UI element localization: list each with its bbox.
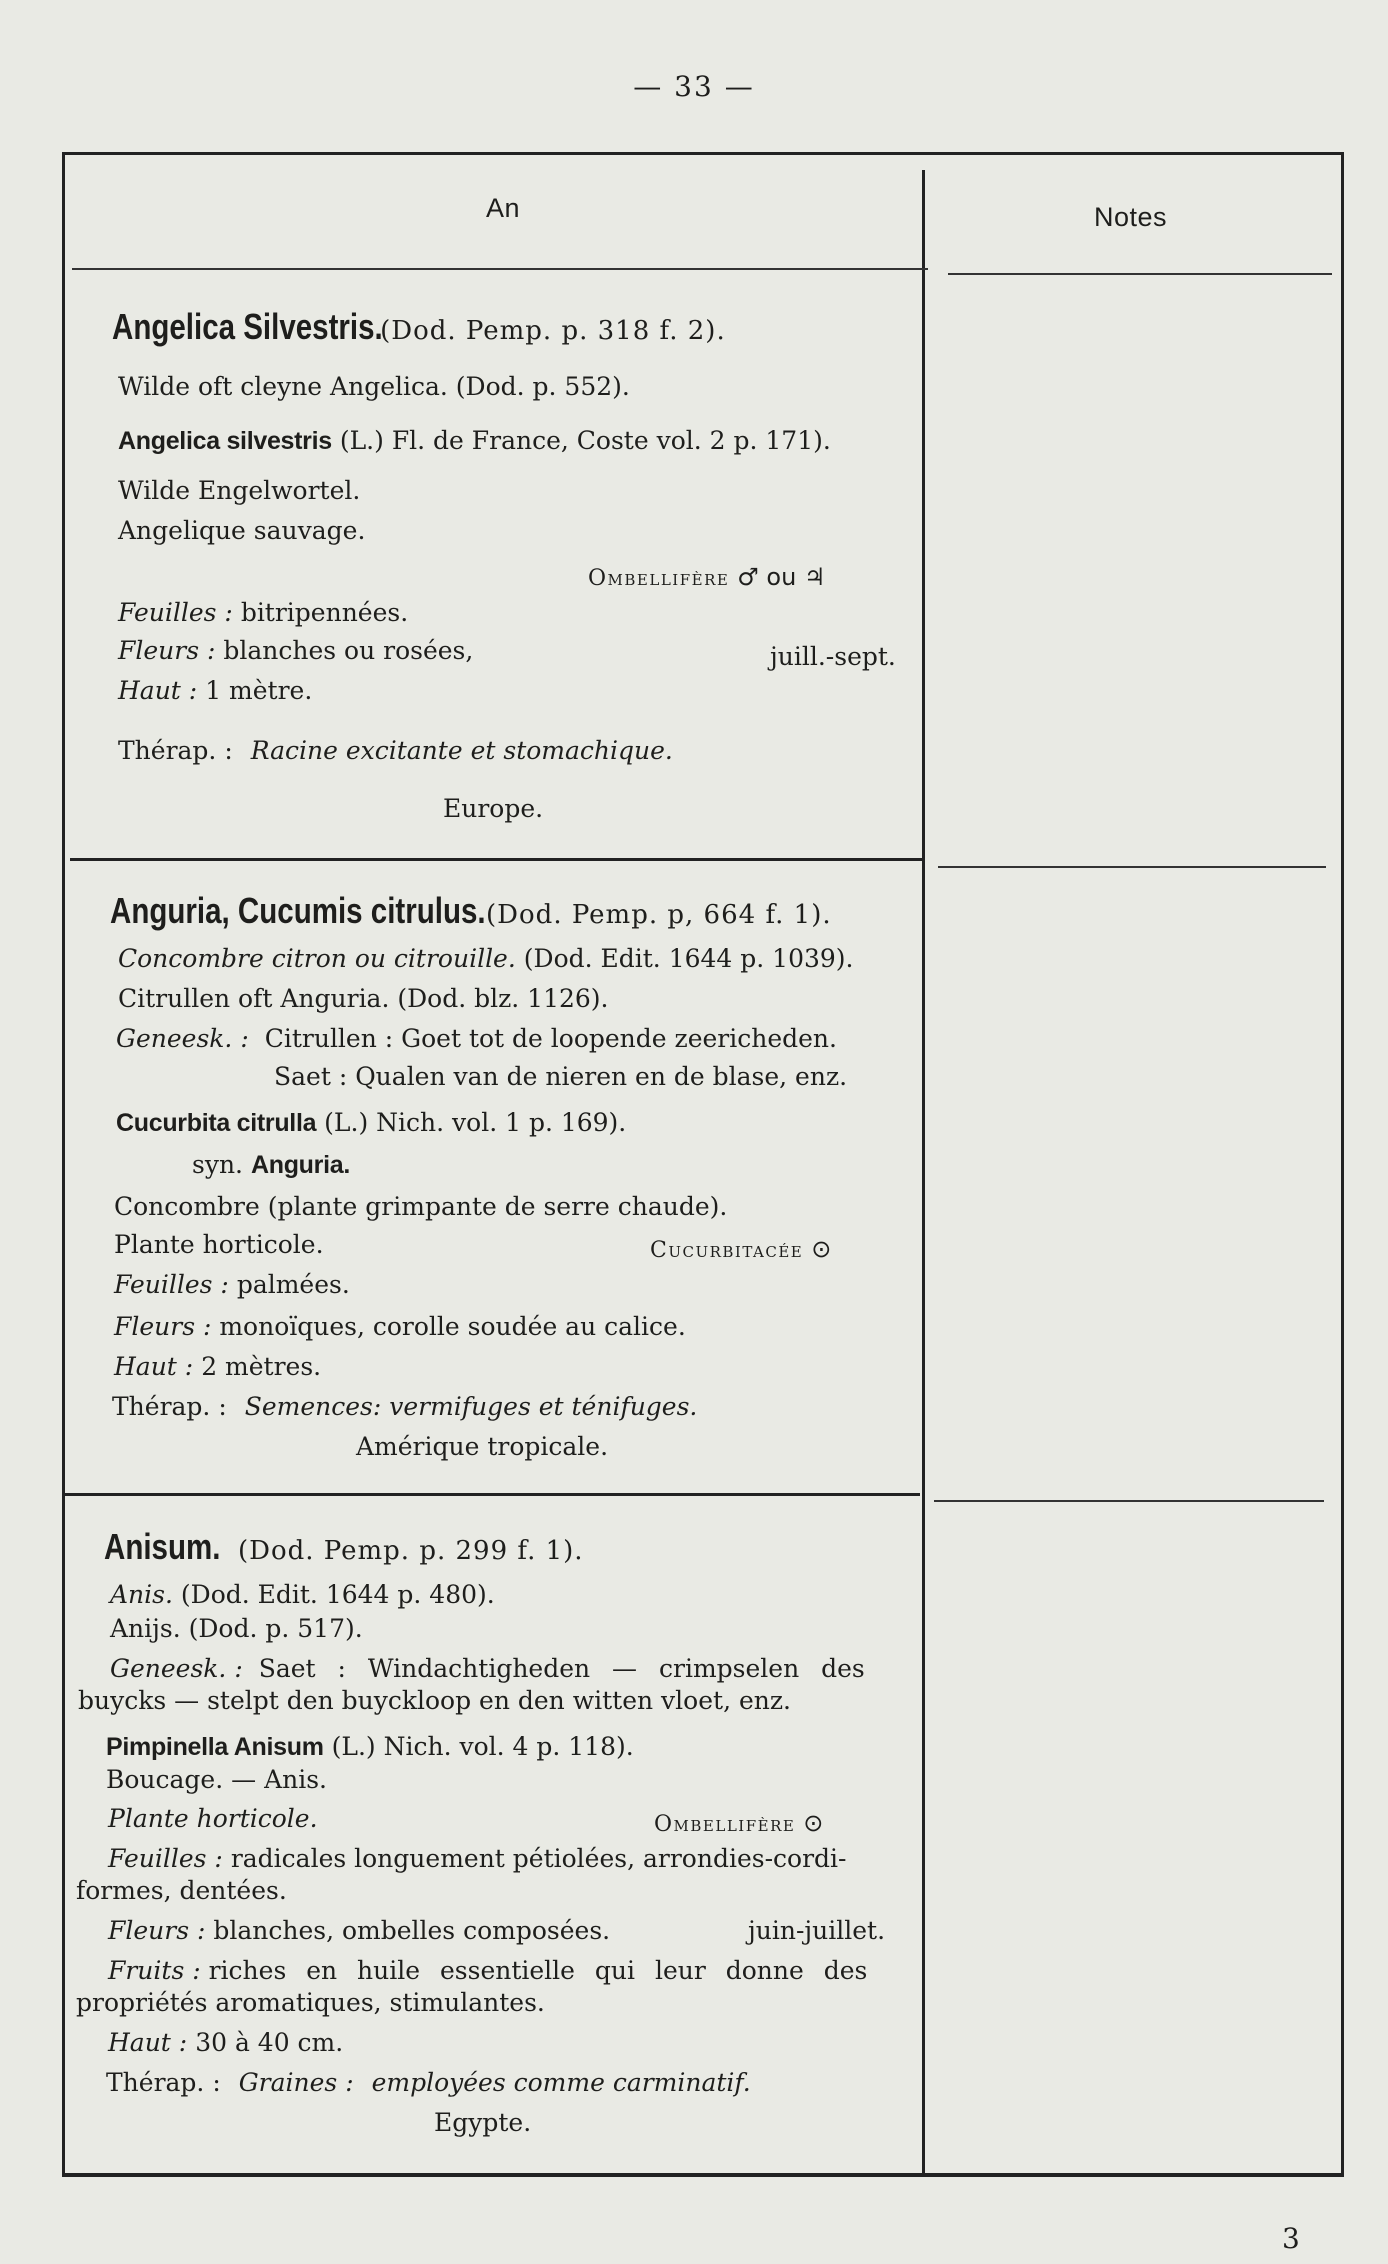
- column-header-right: Notes: [1094, 202, 1168, 232]
- column-header-left: An: [486, 193, 521, 223]
- field-label: Thérap. :: [112, 1392, 227, 1421]
- entry-title: Anisum.: [104, 1526, 221, 1567]
- field-value: blanches, ombelles composées.: [213, 1916, 611, 1945]
- field-value: propriétés aromatiques, stimulantes.: [76, 1988, 545, 2017]
- field-value: formes, dentées.: [76, 1876, 287, 1905]
- field-value: 30 à 40 cm.: [195, 2028, 344, 2057]
- field-value: Semences: vermifuges et ténifuges.: [244, 1392, 698, 1421]
- field-label: Fleurs :: [114, 1312, 212, 1341]
- entry-rule: [70, 858, 922, 861]
- field-value: Graines :: [238, 2068, 354, 2097]
- entry-line: Concombre (plante grimpante de serre chaude).: [114, 1192, 728, 1221]
- entry-reference: (Dod. Pemp. p. 318 f. 2).: [380, 316, 726, 346]
- entry-line: (Dod. Edit. 1644 p. 480).: [180, 1580, 495, 1609]
- entry-title: Anguria, Cucumis citrulus.: [110, 890, 486, 931]
- field-value: Saet : Qualen van de nieren en de blase, enz.: [274, 1062, 848, 1091]
- season: juin-juillet.: [748, 1916, 886, 1945]
- origin: Egypte.: [434, 2108, 532, 2137]
- latin-name: Pimpinella Anisum: [106, 1733, 324, 1761]
- field-label: Fleurs :: [108, 1916, 206, 1945]
- notes-rule: [934, 1500, 1324, 1502]
- field-label: Fruits :: [108, 1956, 201, 1985]
- entry-reference: (Dod. Pemp. p, 664 f. 1).: [486, 900, 832, 930]
- entry-line: Citrullen oft Anguria. (Dod. blz. 1126).: [118, 984, 609, 1013]
- field-value: bitripennées.: [240, 598, 409, 627]
- plant-type: Plante horticole.: [108, 1804, 318, 1833]
- origin: Europe.: [443, 794, 544, 823]
- field-value: employées comme carminatif.: [371, 2068, 751, 2097]
- notes-rule: [938, 866, 1326, 868]
- field-label: Thérap. :: [118, 736, 233, 765]
- field-value: palmées.: [236, 1270, 350, 1299]
- field-label: Feuilles :: [108, 1844, 223, 1873]
- latin-name: Angelica silvestris: [118, 427, 332, 455]
- syn-value: Anguria.: [250, 1151, 350, 1179]
- entry-line: Wilde Engelwortel.: [118, 476, 361, 505]
- plant-type: Plante horticole.: [114, 1230, 324, 1259]
- header-rule-right: [948, 273, 1332, 275]
- season: juill.-sept.: [770, 642, 896, 671]
- entry-line: (Dod. Edit. 1644 p. 1039).: [523, 944, 854, 973]
- entry-line: Wilde oft cleyne Angelica. (Dod. p. 552).: [118, 372, 630, 401]
- field-value: riches en huile essentielle qui leur donne des: [208, 1956, 868, 1985]
- family-symbol: ⊙: [803, 1809, 824, 1837]
- entry-line-italic: Anis.: [110, 1580, 173, 1609]
- field-label: Thérap. :: [106, 2068, 221, 2097]
- family-name: Ombellifère: [588, 566, 730, 591]
- field-value: buycks — stelpt den buyckloop en den witten vloet, enz.: [78, 1686, 791, 1715]
- field-value: Saet : Windachtigheden — crimpselen des: [258, 1654, 865, 1683]
- family-symbol: ⊙: [811, 1235, 832, 1263]
- page-number-bottom: 3: [1282, 2222, 1300, 2255]
- origin: Amérique tropicale.: [356, 1432, 609, 1461]
- field-value: monoïques, corolle soudée au calice.: [219, 1312, 686, 1341]
- family-name: Cucurbitacée: [650, 1238, 804, 1263]
- latin-reference: (L.) Nich. vol. 4 p. 118).: [331, 1732, 634, 1761]
- field-label: Feuilles :: [114, 1270, 229, 1299]
- field-value: Citrullen : Goet tot de loopende zeericheden.: [264, 1024, 837, 1053]
- family-name: Ombellifère: [654, 1812, 796, 1837]
- latin-reference: (L.) Nich. vol. 1 p. 169).: [324, 1108, 627, 1137]
- field-value: 1 mètre.: [205, 676, 313, 705]
- syn-label: syn.: [192, 1150, 244, 1179]
- field-label: Haut :: [108, 2028, 188, 2057]
- field-label: Haut :: [118, 676, 198, 705]
- entry-reference: (Dod. Pemp. p. 299 f. 1).: [237, 1536, 584, 1566]
- field-value: blanches ou rosées,: [223, 636, 474, 665]
- entry-rule: [62, 1493, 920, 1496]
- field-label: Geneesk. :: [110, 1654, 243, 1683]
- header-rule-left: [72, 268, 928, 270]
- field-value: radicales longuement pétiolées, arrondies-cordi-: [230, 1844, 847, 1873]
- field-label: Feuilles :: [118, 598, 233, 627]
- entry-line: Boucage. — Anis.: [106, 1765, 327, 1794]
- entry-title: Angelica Silvestris.: [112, 306, 383, 347]
- latin-reference: (L.) Fl. de France, Coste vol. 2 p. 171).: [339, 426, 831, 455]
- entry-line: Anijs. (Dod. p. 517).: [110, 1614, 363, 1643]
- field-label: Fleurs :: [118, 636, 216, 665]
- latin-name: Cucurbita citrulla: [116, 1109, 317, 1137]
- column-divider: [922, 170, 925, 2177]
- entry-line-italic: Concombre citron ou citrouille.: [118, 944, 516, 973]
- entry-line: Angelique sauvage.: [118, 516, 366, 545]
- page-number-top: — 33 —: [633, 70, 755, 103]
- field-value: 2 mètres.: [201, 1352, 322, 1381]
- field-value: Racine excitante et stomachique.: [250, 736, 673, 765]
- field-label: Haut :: [114, 1352, 194, 1381]
- field-label: Geneesk. :: [116, 1024, 249, 1053]
- family-symbol: ♂ ou ♃: [737, 563, 826, 591]
